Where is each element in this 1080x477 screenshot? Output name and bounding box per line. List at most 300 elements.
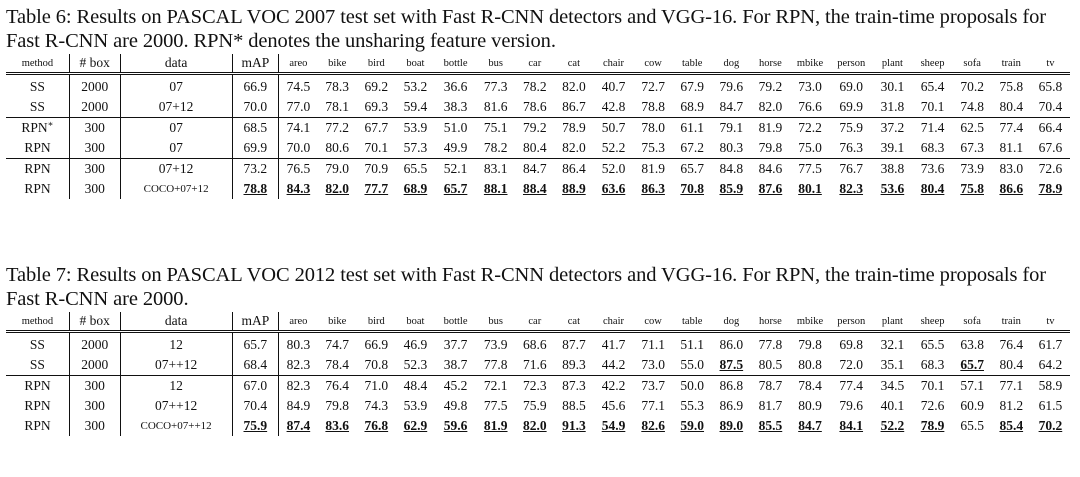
score-cell: 78.8 xyxy=(232,179,278,199)
score-cell: 80.3 xyxy=(719,140,744,155)
column-header-cow: cow xyxy=(644,57,662,69)
score-cell: 67.0 xyxy=(232,376,278,397)
score-cell: 78.2 xyxy=(522,79,547,94)
table-7 xyxy=(6,312,1070,436)
score-cell: 70.2 xyxy=(1038,418,1063,433)
column-header-horse: horse xyxy=(759,57,782,69)
score-cell: 57.3 xyxy=(403,140,428,155)
score-cell: 84.7 xyxy=(515,159,554,180)
score-cell: 75.9 xyxy=(522,398,547,413)
score-cell: 70.2 xyxy=(960,79,984,94)
data-cell: 07 xyxy=(120,74,232,98)
score-cell: 76.4 xyxy=(318,376,357,397)
score-cell: 80.4 xyxy=(920,181,945,196)
table-row xyxy=(6,355,1070,376)
data-cell: 07+12 xyxy=(120,97,232,118)
score-cell: 42.2 xyxy=(593,376,633,397)
score-cell: 38.7 xyxy=(443,357,468,372)
score-cell: 52.3 xyxy=(403,357,428,372)
method-cell: SS xyxy=(6,97,69,118)
data-cell: 07+12 xyxy=(120,159,232,180)
column-header-bus: bus xyxy=(488,57,503,69)
score-cell: 89.0 xyxy=(719,418,744,433)
method-cell: RPN xyxy=(6,159,69,180)
score-cell: 73.7 xyxy=(634,376,673,397)
score-cell: 67.3 xyxy=(960,140,984,155)
column-header-map: mAP xyxy=(232,54,278,74)
score-cell: 80.9 xyxy=(798,398,822,413)
score-cell: 66.9 xyxy=(364,337,389,352)
score-cell: 70.1 xyxy=(364,140,389,155)
score-cell: 87.7 xyxy=(562,337,586,352)
box-count-cell: 2000 xyxy=(69,332,120,356)
score-cell: 52.0 xyxy=(593,159,633,180)
score-cell: 72.1 xyxy=(476,376,515,397)
score-cell: 78.9 xyxy=(1038,181,1063,196)
score-cell: 88.1 xyxy=(483,181,508,196)
score-cell: 82.0 xyxy=(562,79,586,94)
score-cell: 59.6 xyxy=(443,418,468,433)
score-cell: 38.3 xyxy=(443,99,468,114)
score-cell: 82.3 xyxy=(279,376,318,397)
score-cell: 80.6 xyxy=(325,140,350,155)
score-cell: 51.1 xyxy=(680,337,705,352)
score-cell: 69.8 xyxy=(839,337,864,352)
score-cell: 65.8 xyxy=(1038,79,1063,94)
table-row xyxy=(6,179,1070,199)
table-row xyxy=(6,396,1070,416)
column-header-horse: horse xyxy=(759,315,782,327)
score-cell: 81.9 xyxy=(751,118,790,139)
score-cell: 75.1 xyxy=(476,118,515,139)
score-cell: 75.8 xyxy=(999,79,1024,94)
score-cell: 69.9 xyxy=(839,99,864,114)
column-header-sheep: sheep xyxy=(920,57,945,69)
score-cell: 74.1 xyxy=(279,118,318,139)
score-cell: 76.6 xyxy=(798,99,822,114)
score-cell: 70.9 xyxy=(357,159,396,180)
score-cell: 86.4 xyxy=(554,159,593,180)
column-header-bike: bike xyxy=(328,315,347,327)
score-cell: 88.9 xyxy=(562,181,586,196)
score-cell: 78.6 xyxy=(522,99,547,114)
score-cell: 71.1 xyxy=(641,337,665,352)
column-header-bird: bird xyxy=(367,315,385,327)
column-header-car: car xyxy=(528,315,542,327)
score-cell: 81.1 xyxy=(999,140,1024,155)
table-row xyxy=(6,376,1070,397)
score-cell: 75.9 xyxy=(830,118,872,139)
column-header-mbike: mbike xyxy=(796,57,824,69)
column-header-train: train xyxy=(1001,315,1021,327)
score-cell: 63.8 xyxy=(960,337,984,352)
score-cell: 75.9 xyxy=(232,416,278,436)
data-cell: 12 xyxy=(120,332,232,356)
score-cell: 74.5 xyxy=(286,79,311,94)
score-cell: 74.3 xyxy=(364,398,389,413)
score-cell: 73.9 xyxy=(953,159,992,180)
score-cell: 74.8 xyxy=(960,99,984,114)
score-cell: 75.3 xyxy=(641,140,665,155)
score-cell: 86.0 xyxy=(719,337,744,352)
score-cell: 91.3 xyxy=(562,418,586,433)
score-cell: 62.5 xyxy=(953,118,992,139)
score-cell: 39.1 xyxy=(880,140,905,155)
score-cell: 73.6 xyxy=(912,159,952,180)
score-cell: 65.7 xyxy=(443,181,468,196)
column-header-dog: dog xyxy=(723,315,740,327)
score-cell: 77.1 xyxy=(641,398,665,413)
header-row xyxy=(6,312,1070,332)
score-cell: 77.0 xyxy=(286,99,311,114)
score-cell: 71.4 xyxy=(912,118,952,139)
score-cell: 65.5 xyxy=(396,159,435,180)
score-cell: 45.6 xyxy=(601,398,626,413)
box-count-cell: 300 xyxy=(69,179,120,199)
score-cell: 79.2 xyxy=(515,118,554,139)
column-header-cow: cow xyxy=(644,315,662,327)
score-cell: 79.8 xyxy=(758,140,783,155)
score-cell: 65.7 xyxy=(232,332,278,356)
score-cell: 52.2 xyxy=(601,140,626,155)
score-cell: 77.1 xyxy=(992,376,1031,397)
data-cell: 12 xyxy=(120,376,232,397)
column-header-chair: chair xyxy=(603,315,624,327)
column-header-bike: bike xyxy=(328,57,347,69)
score-cell: 53.6 xyxy=(880,181,905,196)
score-cell: 72.7 xyxy=(641,79,665,94)
table-row xyxy=(6,138,1070,159)
score-cell: 82.0 xyxy=(325,181,350,196)
column-header-table: table xyxy=(682,315,703,327)
column-header-person: person xyxy=(837,315,866,327)
score-cell: 46.9 xyxy=(403,337,428,352)
score-cell: 76.7 xyxy=(830,159,872,180)
score-cell: 76.3 xyxy=(839,140,864,155)
score-cell: 69.2 xyxy=(364,79,389,94)
score-cell: 68.4 xyxy=(232,355,278,376)
score-cell: 84.1 xyxy=(839,418,864,433)
score-cell: 72.2 xyxy=(790,118,830,139)
score-cell: 41.7 xyxy=(601,337,626,352)
column-header-bottle: bottle xyxy=(443,315,468,327)
score-cell: 84.6 xyxy=(751,159,790,180)
score-cell: 68.9 xyxy=(403,181,428,196)
box-count-cell: 300 xyxy=(69,118,120,139)
score-cell: 31.8 xyxy=(880,99,905,114)
score-cell: 87.6 xyxy=(758,181,783,196)
score-cell: 67.2 xyxy=(680,140,705,155)
score-cell: 87.4 xyxy=(286,418,311,433)
score-cell: 72.3 xyxy=(515,376,554,397)
score-cell: 80.4 xyxy=(999,99,1024,114)
score-cell: 80.5 xyxy=(758,357,783,372)
score-cell: 73.0 xyxy=(641,357,665,372)
score-cell: 85.5 xyxy=(758,418,783,433)
score-cell: 74.7 xyxy=(325,337,350,352)
score-cell: 37.2 xyxy=(872,118,912,139)
column-header-bird: bird xyxy=(367,57,385,69)
score-cell: 70.0 xyxy=(286,140,311,155)
score-cell: 87.3 xyxy=(554,376,593,397)
score-cell: 77.7 xyxy=(364,181,389,196)
method-cell: RPN xyxy=(6,138,69,159)
score-cell: 78.9 xyxy=(920,418,945,433)
score-cell: 59.4 xyxy=(403,99,428,114)
column-header-sheep: sheep xyxy=(920,315,945,327)
score-cell: 68.3 xyxy=(920,140,945,155)
score-cell: 78.0 xyxy=(634,118,673,139)
score-cell: 78.1 xyxy=(325,99,350,114)
score-cell: 55.0 xyxy=(680,357,705,372)
score-cell: 64.2 xyxy=(1038,357,1063,372)
column-header-box: # box xyxy=(69,312,120,332)
score-cell: 84.9 xyxy=(286,398,311,413)
score-cell: 79.8 xyxy=(325,398,350,413)
score-cell: 83.6 xyxy=(325,418,350,433)
score-cell: 68.6 xyxy=(522,337,547,352)
score-cell: 40.7 xyxy=(601,79,626,94)
method-cell: RPN xyxy=(6,179,69,199)
box-count-cell: 300 xyxy=(69,416,120,436)
box-count-cell: 300 xyxy=(69,396,120,416)
column-header-tv: tv xyxy=(1046,57,1055,69)
score-cell: 53.9 xyxy=(396,118,435,139)
score-cell: 65.4 xyxy=(920,79,945,94)
score-cell: 50.7 xyxy=(593,118,633,139)
column-header-sofa: sofa xyxy=(963,315,981,327)
column-header-plant: plant xyxy=(881,315,903,327)
score-cell: 57.1 xyxy=(953,376,992,397)
score-cell: 82.3 xyxy=(286,357,311,372)
score-cell: 71.6 xyxy=(522,357,547,372)
score-cell: 78.2 xyxy=(483,140,508,155)
score-cell: 45.2 xyxy=(435,376,476,397)
column-header-person: person xyxy=(837,57,866,69)
score-cell: 86.8 xyxy=(712,376,751,397)
box-count-cell: 300 xyxy=(69,138,120,159)
score-cell: 69.0 xyxy=(839,79,864,94)
score-cell: 76.5 xyxy=(279,159,318,180)
score-cell: 69.3 xyxy=(364,99,389,114)
score-cell: 70.1 xyxy=(912,376,952,397)
score-cell: 65.5 xyxy=(960,418,984,433)
score-cell: 86.3 xyxy=(641,181,665,196)
column-header-bottle: bottle xyxy=(443,57,468,69)
score-cell: 79.0 xyxy=(318,159,357,180)
score-cell: 77.2 xyxy=(318,118,357,139)
table-row xyxy=(6,332,1070,356)
score-cell: 81.2 xyxy=(999,398,1024,413)
score-cell: 49.8 xyxy=(443,398,468,413)
score-cell: 78.8 xyxy=(641,99,665,114)
method-cell: RPN xyxy=(6,376,69,397)
column-header-boat: boat xyxy=(406,315,425,327)
score-cell: 86.7 xyxy=(562,99,586,114)
score-cell: 84.3 xyxy=(286,181,311,196)
score-cell: 70.8 xyxy=(680,181,705,196)
method-cell: RPN xyxy=(6,396,69,416)
score-cell: 68.9 xyxy=(680,99,705,114)
score-cell: 70.0 xyxy=(232,97,278,118)
column-header-train: train xyxy=(1001,57,1021,69)
score-cell: 70.1 xyxy=(920,99,945,114)
score-cell: 80.3 xyxy=(286,337,311,352)
score-cell: 77.5 xyxy=(790,159,830,180)
score-cell: 78.9 xyxy=(554,118,593,139)
score-cell: 81.9 xyxy=(483,418,508,433)
score-cell: 86.9 xyxy=(719,398,744,413)
column-header-box: # box xyxy=(69,54,120,74)
column-header-car: car xyxy=(528,57,542,69)
column-header-tv: tv xyxy=(1046,315,1055,327)
data-cell: 07 xyxy=(120,138,232,159)
column-header-map: mAP xyxy=(232,312,278,332)
score-cell: 77.4 xyxy=(992,118,1031,139)
score-cell: 80.1 xyxy=(798,181,822,196)
score-cell: 80.4 xyxy=(999,357,1024,372)
score-cell: 44.2 xyxy=(601,357,626,372)
score-cell: 77.8 xyxy=(758,337,783,352)
column-header-areo: areo xyxy=(289,315,308,327)
score-cell: 80.4 xyxy=(522,140,547,155)
data-cell: 07++12 xyxy=(120,396,232,416)
score-cell: 67.7 xyxy=(357,118,396,139)
table-6-caption: Table 6: Results on PASCAL VOC 2007 test set with Fast R-CNN detectors and VGG-16. For RPN, the train-time proposals for Fast R-CNN are 2000. RPN* denotes the unsharing feature version. xyxy=(6,6,1046,52)
data-cell: 07++12 xyxy=(120,355,232,376)
column-header-table: table xyxy=(682,57,703,69)
column-header-cat: cat xyxy=(567,57,581,69)
method-cell: SS xyxy=(6,355,69,376)
score-cell: 84.7 xyxy=(798,418,822,433)
box-count-cell: 2000 xyxy=(69,355,120,376)
score-cell: 79.6 xyxy=(839,398,864,413)
table-row xyxy=(6,97,1070,118)
score-cell: 34.5 xyxy=(872,376,912,397)
score-cell: 75.8 xyxy=(960,181,984,196)
score-cell: 35.1 xyxy=(880,357,905,372)
data-cell: COCO+07++12 xyxy=(120,416,232,436)
column-header-plant: plant xyxy=(881,57,903,69)
score-cell: 59.0 xyxy=(680,418,705,433)
table-row xyxy=(6,159,1070,180)
score-cell: 70.4 xyxy=(232,396,278,416)
score-cell: 84.7 xyxy=(719,99,744,114)
score-cell: 61.5 xyxy=(1038,398,1063,413)
score-cell: 32.1 xyxy=(880,337,905,352)
score-cell: 85.9 xyxy=(719,181,744,196)
score-cell: 78.4 xyxy=(790,376,830,397)
score-cell: 61.7 xyxy=(1038,337,1063,352)
column-header-data: data xyxy=(120,312,232,332)
score-cell: 83.1 xyxy=(476,159,515,180)
score-cell: 72.6 xyxy=(920,398,945,413)
column-header-cat: cat xyxy=(567,315,581,327)
score-cell: 67.6 xyxy=(1038,140,1063,155)
score-cell: 78.3 xyxy=(325,79,350,94)
method-cell: RPN∗ xyxy=(6,118,69,139)
score-cell: 79.1 xyxy=(712,118,751,139)
table-row xyxy=(6,416,1070,436)
score-cell: 84.8 xyxy=(712,159,751,180)
score-cell: 53.9 xyxy=(403,398,428,413)
column-header-mbike: mbike xyxy=(796,315,824,327)
score-cell: 78.4 xyxy=(325,357,350,372)
score-cell: 77.8 xyxy=(483,357,508,372)
score-cell: 40.1 xyxy=(880,398,905,413)
score-cell: 81.9 xyxy=(634,159,673,180)
score-cell: 65.7 xyxy=(960,357,984,372)
score-cell: 88.4 xyxy=(522,181,547,196)
score-cell: 82.0 xyxy=(758,99,783,114)
score-cell: 77.3 xyxy=(483,79,508,94)
score-cell: 83.0 xyxy=(992,159,1031,180)
score-cell: 70.8 xyxy=(364,357,389,372)
score-cell: 65.7 xyxy=(673,159,712,180)
score-cell: 73.2 xyxy=(232,159,278,180)
score-cell: 42.8 xyxy=(601,99,626,114)
score-cell: 77.4 xyxy=(830,376,872,397)
column-header-boat: boat xyxy=(406,57,425,69)
data-cell: 07 xyxy=(120,118,232,139)
score-cell: 68.3 xyxy=(920,357,945,372)
table-row xyxy=(6,118,1070,139)
score-cell: 66.9 xyxy=(232,74,278,98)
score-cell: 75.0 xyxy=(798,140,822,155)
box-count-cell: 300 xyxy=(69,376,120,397)
box-count-cell: 2000 xyxy=(69,74,120,98)
score-cell: 80.8 xyxy=(798,357,822,372)
column-header-method: method xyxy=(6,312,69,332)
score-cell: 51.0 xyxy=(435,118,476,139)
method-cell: SS xyxy=(6,332,69,356)
box-count-cell: 2000 xyxy=(69,97,120,118)
column-header-method: method xyxy=(6,54,69,74)
score-cell: 79.8 xyxy=(798,337,822,352)
score-cell: 61.1 xyxy=(673,118,712,139)
score-cell: 62.9 xyxy=(403,418,428,433)
score-cell: 30.1 xyxy=(880,79,905,94)
score-cell: 87.5 xyxy=(719,357,744,372)
score-cell: 70.4 xyxy=(1038,99,1063,114)
score-cell: 88.5 xyxy=(562,398,586,413)
score-cell: 60.9 xyxy=(960,398,984,413)
column-header-areo: areo xyxy=(289,57,308,69)
score-cell: 71.0 xyxy=(357,376,396,397)
score-cell: 78.7 xyxy=(751,376,790,397)
table-row xyxy=(6,74,1070,98)
score-cell: 58.9 xyxy=(1031,376,1070,397)
score-cell: 76.8 xyxy=(364,418,389,433)
score-cell: 52.2 xyxy=(880,418,905,433)
score-cell: 48.4 xyxy=(396,376,435,397)
data-cell: COCO+07+12 xyxy=(120,179,232,199)
score-cell: 72.0 xyxy=(839,357,864,372)
method-cell: SS xyxy=(6,74,69,98)
score-cell: 36.6 xyxy=(443,79,468,94)
score-cell: 69.9 xyxy=(232,138,278,159)
score-cell: 82.0 xyxy=(562,140,586,155)
score-cell: 54.9 xyxy=(601,418,626,433)
header-row xyxy=(6,54,1070,74)
score-cell: 82.6 xyxy=(641,418,665,433)
column-header-sofa: sofa xyxy=(963,57,981,69)
box-count-cell: 300 xyxy=(69,159,120,180)
column-header-chair: chair xyxy=(603,57,624,69)
score-cell: 65.5 xyxy=(920,337,945,352)
method-cell: RPN xyxy=(6,416,69,436)
score-cell: 85.4 xyxy=(999,418,1024,433)
